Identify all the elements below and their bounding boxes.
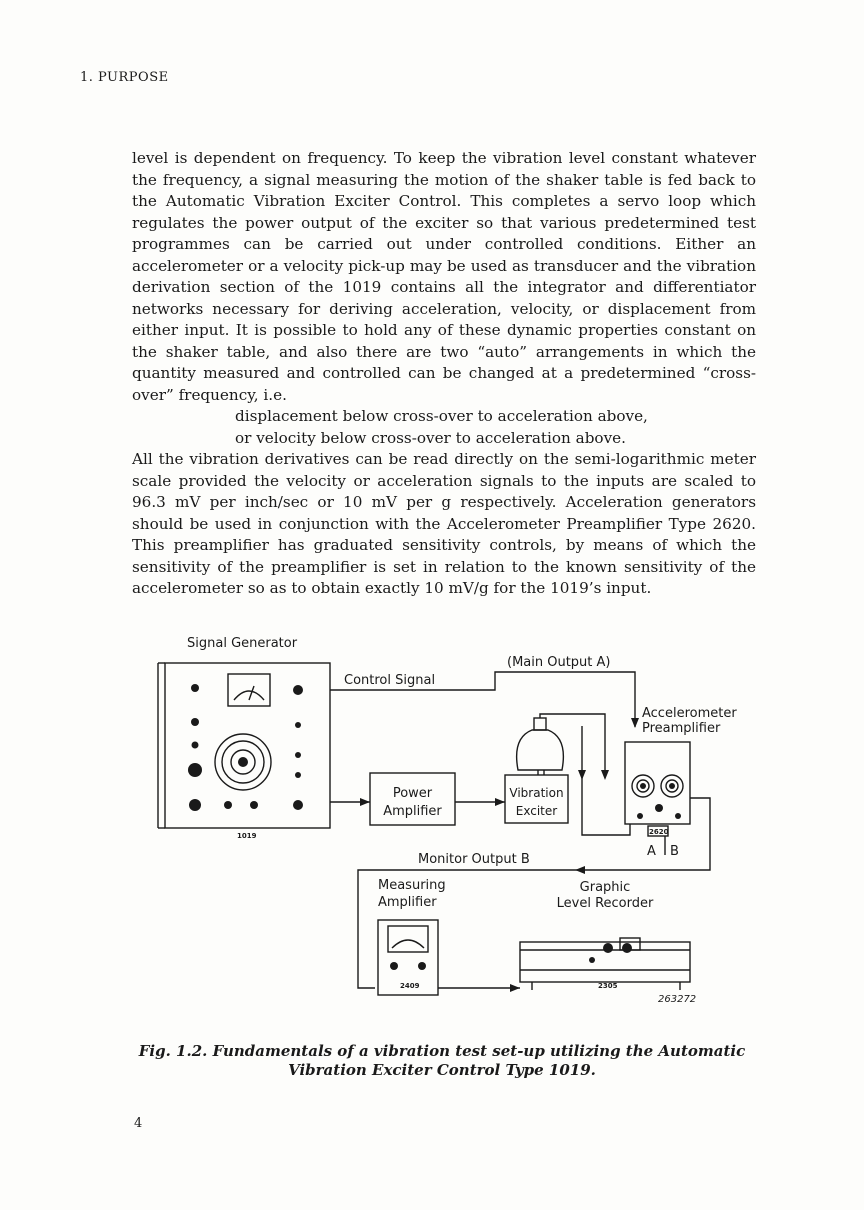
monitor-output-label: Monitor Output B [418,852,530,867]
indented-line-2: or velocity below cross-over to acceleration above. [235,428,626,447]
diagram-drawing [150,630,720,1030]
generator-meter [228,674,270,706]
model-1019: 1019 [237,832,257,840]
model-2409: 2409 [400,982,420,990]
model-2305: 2305 [598,982,618,990]
signal-generator-label: Signal Generator [187,636,298,651]
page-number: 4 [134,1116,143,1131]
measuring-label: Measuring [378,878,446,893]
power-label: Power [392,786,433,801]
amplifier-label: Amplifier [383,804,442,819]
measuring-amplifier-label: Amplifier [378,895,437,910]
test-setup-diagram [150,630,737,1030]
figure-caption [110,1042,774,1080]
vibration-label: Vibration [509,786,564,800]
paragraph-1: level is dependent on frequency. To keep the vibration level constant whatever the frequency, a signal measuring the motion of the shaker table is fed back to the Automatic Vibration Exciter Control. This completes a servo loop which regulates the power output of the exciter so that various predetermined test programmes can be carried out under controlled conditions. Either an accelerometer or a velocity pick-up may be used as transducer and the vibration derivation section of the 1019 contains all the integrator and differentiator networks necessary for deriving acceleration, velocity, or displacement from either input. It is possible to hold any of these dynamic properties constant on the shaker table, and also there are two “auto” arrangements in which the quantity measured and controlled can be changed at a predetermined “cross-over” frequency, i.e. [132,149,756,404]
exciter-body [517,730,564,770]
level-recorder-label: Level Recorder [556,896,654,911]
generator-knobs [188,684,681,970]
caption-line-2: Vibration Exciter Control Type 1019. [288,1061,596,1079]
indented-line-1: displacement below cross-over to acceleration above, [235,407,648,425]
graphic-label: Graphic [579,880,631,895]
figure-id: 263272 [658,994,697,1005]
accelerometer-label: Accelerometer [642,706,737,721]
model-2620: 2620 [649,828,669,836]
caption-line-1: Fig. 1.2. Fundamentals of a vibration test set-up utilizing the Automatic [138,1042,746,1060]
body-text [132,148,756,600]
connector-a-label: A [647,844,656,859]
control-signal-label: Control Signal [344,673,436,688]
main-output-label: (Main Output A) [507,655,611,670]
section-header: 1. PURPOSE [80,70,169,85]
exciter-label: Exciter [515,804,558,818]
preamplifier-label: Preamplifier [642,721,721,736]
paragraph-2: All the vibration derivatives can be read directly on the semi-logarithmic meter scale provided the velocity or acceleration signals to the inputs are scaled to 96.3 mV per inch/sec or 10 mV per g respectively. Acceleration generators should be used in conjunction with the Accelerometer Preamplifier Type 2620. This preamplifier has graduated sensitivity controls, by means of which the sensitivity of the preamplifier is set in relation to the known sensitivity of the accelerometer so as to obtain exactly 10 mV/g for the 1019’s input. [132,450,756,597]
connector-b-label: B [670,844,679,859]
